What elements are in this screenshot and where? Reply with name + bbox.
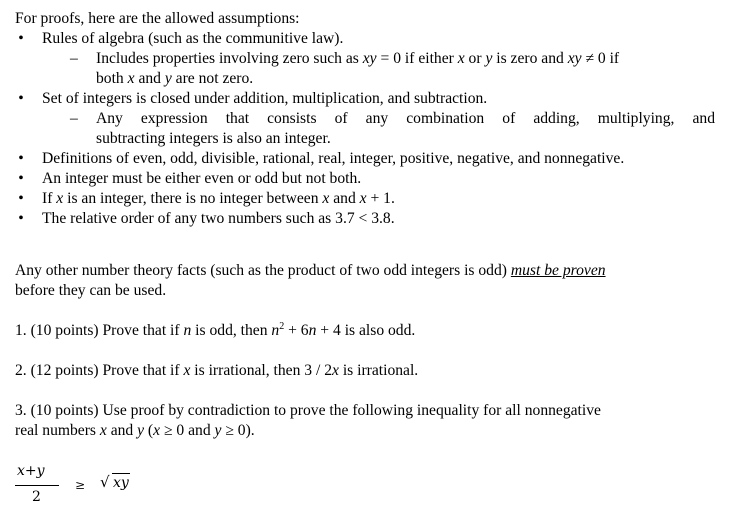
text-run: Any other number theory facts (such as the product of two odd integers is odd) <box>15 262 511 279</box>
text-run: + 1. <box>366 190 395 207</box>
text-run: and <box>329 190 360 207</box>
math-var: x <box>322 190 330 207</box>
bullet-icon: • <box>18 30 24 47</box>
question-2 <box>15 361 715 381</box>
document-body <box>15 9 715 441</box>
math-var: x <box>56 190 64 207</box>
math-var: y <box>164 70 172 87</box>
bullet-text: Definitions of even, odd, divisible, rational, real, integer, positive, negative, and nonnegative. <box>42 150 625 167</box>
text-run: is irrational. <box>338 362 419 379</box>
math-var: y <box>214 422 222 439</box>
bullet-icon: • <box>18 90 24 107</box>
bullet-algebra <box>15 29 715 49</box>
bullet-icon: • <box>18 190 24 207</box>
bullet-no-integer-between <box>15 189 715 209</box>
bullet-icon: • <box>18 210 24 227</box>
bullet-definitions <box>15 149 715 169</box>
spacer <box>15 301 715 321</box>
dash-icon: – <box>70 110 78 127</box>
text-run: and <box>134 70 165 87</box>
text-run: is odd, then <box>191 322 272 339</box>
bullet-even-odd <box>15 169 715 189</box>
subbullet-zero-cont <box>15 69 715 89</box>
question-3-line-2 <box>15 421 715 441</box>
text-run: is an integer, there is no integer between <box>63 190 323 207</box>
math-var: xy <box>567 50 582 67</box>
text-run: ≥ 0). <box>221 422 255 439</box>
spacer <box>15 229 715 249</box>
text-run: + 4 is also odd. <box>316 322 416 339</box>
math-var: n <box>308 322 317 339</box>
bullet-integers-closed <box>15 89 715 109</box>
text-run: 1. (10 points) Prove that if <box>15 322 184 339</box>
spacer <box>15 381 715 401</box>
bullet-icon: • <box>18 170 24 187</box>
math-var: y <box>485 50 493 67</box>
text-run: = 0 if either <box>376 50 458 67</box>
text-run: + 6 <box>284 322 309 339</box>
exponent: 2 <box>279 321 285 332</box>
spacer <box>15 341 715 361</box>
math-var: n <box>183 322 192 339</box>
subbullet-text: subtracting integers is also an integer. <box>96 130 331 147</box>
question-3-line-1: 3. (10 points) Use proof by contradiction to prove the following inequality for all nonnegative <box>15 402 601 419</box>
math-var: x <box>359 190 367 207</box>
question-1 <box>15 321 715 341</box>
text-run: is irrational, then 3 / 2 <box>190 362 333 379</box>
bullet-text: Rules of algebra (such as the communitive law). <box>42 30 344 47</box>
text-run: If <box>42 190 57 207</box>
spacer <box>15 249 715 261</box>
math-var: y <box>137 422 145 439</box>
square-root-icon: √ <box>100 473 110 491</box>
bullet-text: The relative order of any two numbers such as 3.7 < 3.8. <box>42 210 395 227</box>
bullet-icon: • <box>18 150 24 167</box>
must-be-proven-emphasis: must be proven <box>510 262 606 279</box>
fraction-numerator: x+y <box>17 463 45 479</box>
math-var: xy <box>362 50 377 67</box>
subbullet-expression-cont <box>15 129 715 149</box>
text-run: is zero and <box>492 50 568 67</box>
greater-equal-sign: ≥ <box>75 478 86 492</box>
math-var: n <box>271 322 280 339</box>
text-run: real numbers <box>15 422 100 439</box>
math-var: x <box>127 70 135 87</box>
text-run: Includes properties involving zero such as <box>96 50 363 67</box>
fraction-bar <box>15 485 59 486</box>
radicand: xy <box>113 475 129 491</box>
subbullet-text: Any expression that consists of any combination of adding, multiplying, and <box>96 110 715 127</box>
text-run: and <box>106 422 138 439</box>
subbullet-expression <box>15 109 715 129</box>
math-var: x <box>457 50 465 67</box>
facts-line-2: before they can be used. <box>15 282 167 299</box>
math-var: x <box>183 362 191 379</box>
dash-icon: – <box>70 50 78 67</box>
text-run: are not zero. <box>171 70 254 87</box>
inequality-formula <box>15 461 129 507</box>
math-var: x <box>332 362 339 379</box>
text-run: ≥ 0 and <box>160 422 215 439</box>
math-var: x <box>153 422 161 439</box>
text-run: ( <box>144 422 154 439</box>
text-run: 2. (12 points) Prove that if <box>15 362 184 379</box>
bullet-relative-order <box>15 209 715 229</box>
text-run: both <box>96 70 128 87</box>
facts-line-1 <box>15 261 715 281</box>
text-run: or <box>464 50 486 67</box>
fraction-denominator: 2 <box>32 489 41 505</box>
bullet-text: Set of integers is closed under addition, multiplication, and subtraction. <box>42 90 488 107</box>
math-var: x <box>99 422 107 439</box>
text-run: ≠ 0 if <box>581 50 620 67</box>
bullet-text: An integer must be either even or odd but not both. <box>42 170 362 187</box>
subbullet-zero <box>15 49 715 69</box>
intro-text: For proofs, here are the allowed assumptions: <box>15 10 300 27</box>
